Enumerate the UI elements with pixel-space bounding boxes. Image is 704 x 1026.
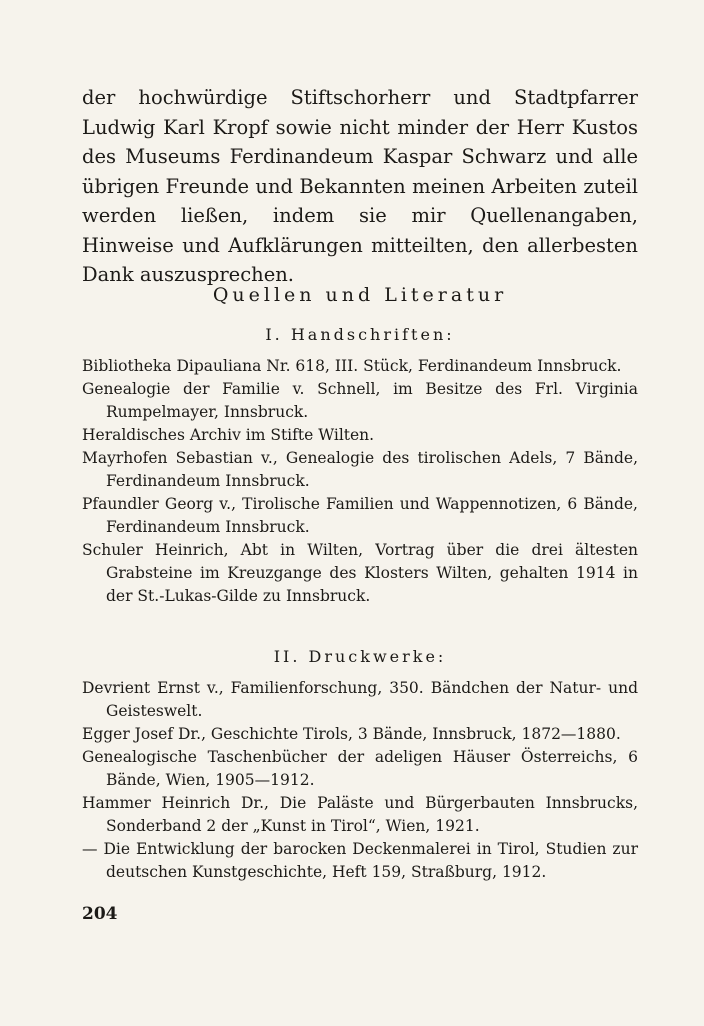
- list-item: Genealogie der Familie v. Schnell, im Besitze des Frl. Virginia Rumpelmayer, Innsbruck.: [82, 380, 638, 421]
- list-item: Heraldisches Archiv im Stifte Wilten.: [82, 426, 375, 444]
- list-item: Genealogische Taschenbücher der adeligen Häuser Österreichs, 6 Bände, Wien, 1905—1912.: [82, 748, 638, 789]
- list-item: Bibliotheka Dipauliana Nr. 618, III. Stück, Ferdinandeum Innsbruck.: [82, 357, 622, 375]
- druckwerke-list: [82, 677, 638, 884]
- list-item: Pfaundler Georg v., Tirolische Familien und Wappennotizen, 6 Bände, Ferdinandeum Innsbruck.: [82, 495, 638, 536]
- section-title: Quellen und Literatur: [212, 284, 508, 306]
- list-item: Hammer Heinrich Dr., Die Paläste und Bürgerbauten Innsbrucks, Sonderband 2 der „Kunst in Tirol“, Wien, 1921.: [82, 794, 638, 835]
- list-item: Devrient Ernst v., Familienforschung, 350. Bändchen der Natur- und Geisteswelt.: [82, 679, 638, 720]
- intro-text: der hochwürdige Stiftschorherr und Stadtpfarrer Ludwig Karl Kropf sowie nicht minder der Herr Kustos des Museums Ferdinandeum Kaspar Schwarz und alle übrigen Freunde und Bekannten meinen Arbeiten zuteil werden ließen, indem sie mir Quellenangaben, Hinweise und Aufklärungen mitteilten, den allerbesten Dank auszusprechen.: [82, 86, 638, 286]
- intro-paragraph: [82, 83, 638, 290]
- list-item: Egger Josef Dr., Geschichte Tirols, 3 Bände, Innsbruck, 1872—1880.: [82, 725, 621, 743]
- list-item: — Die Entwicklung der barocken Deckenmalerei in Tirol, Studien zur deutschen Kunstgeschichte, Heft 159, Straßburg, 1912.: [82, 840, 638, 881]
- page-number: 204: [82, 904, 118, 924]
- list-item: Mayrhofen Sebastian v., Genealogie des tirolischen Adels, 7 Bände, Ferdinandeum Innsbruck.: [82, 449, 638, 490]
- handschriften-heading: I. Handschriften:: [265, 325, 455, 344]
- list-item: Schuler Heinrich, Abt in Wilten, Vortrag über die drei ältesten Grabsteine im Kreuzgange des Klosters Wilten, gehalten 1914 in der St.-Lukas-Gilde zu Innsbruck.: [82, 541, 638, 605]
- handschriften-list: [82, 355, 638, 608]
- druckwerke-heading: II. Druckwerke:: [273, 647, 447, 666]
